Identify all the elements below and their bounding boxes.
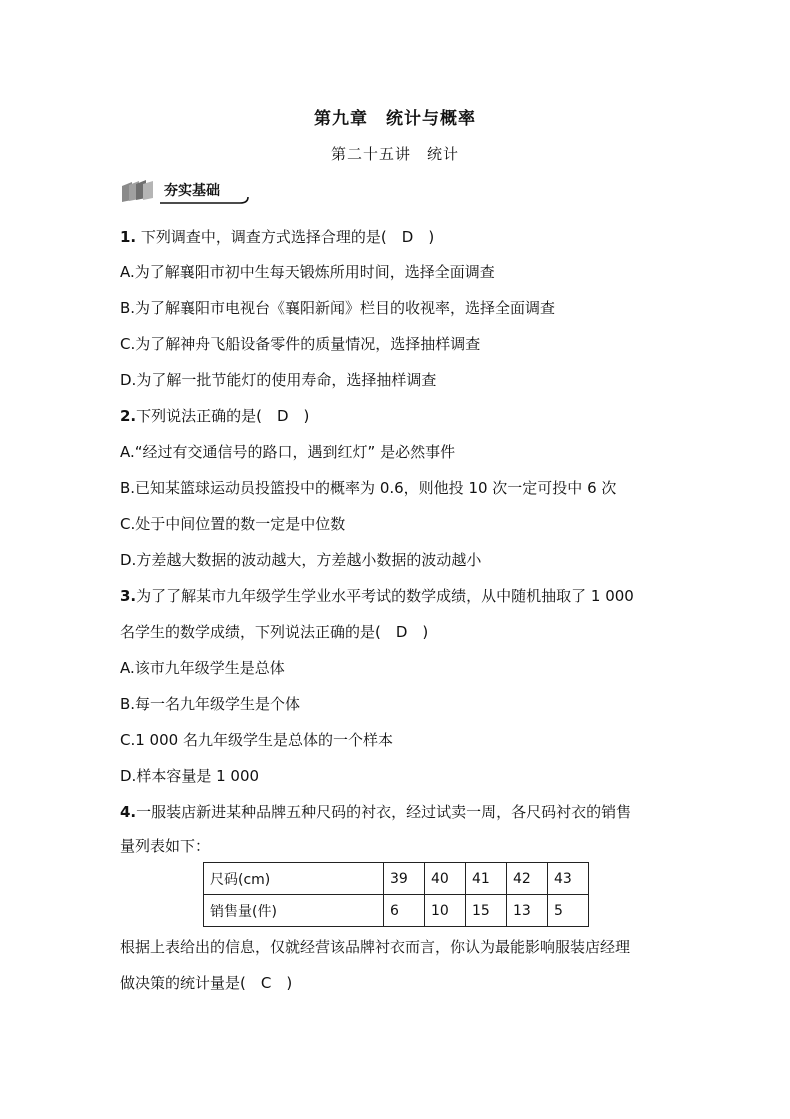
- question-1-number: 1.: [120, 228, 137, 246]
- table-cell: 10: [425, 895, 466, 927]
- table-cell: 43: [548, 863, 589, 895]
- question-2-stem: [120, 405, 309, 426]
- question-3-option-c: C.1 000 名九年级学生是总体的一个样本: [120, 731, 393, 749]
- question-3-option-a: A.该市九年级学生是总体: [120, 659, 285, 677]
- section-header: [120, 176, 260, 206]
- section-underline: [160, 192, 252, 206]
- table-row: [204, 895, 589, 927]
- question-4-after-line-2: 做决策的统计量是( C ): [120, 974, 293, 992]
- table-header-sales: 销售量(件): [204, 895, 384, 927]
- table-cell: 42: [507, 863, 548, 895]
- table-cell: 13: [507, 895, 548, 927]
- table-cell: 5: [548, 895, 589, 927]
- question-4-after-line-1: 根据上表给出的信息，仅就经营该品牌衬衣而言，你认为最能影响服装店经理: [120, 938, 631, 956]
- table-row: [204, 863, 589, 895]
- table-cell: 15: [466, 895, 507, 927]
- question-4-stem-line-2: 量列表如下：: [120, 837, 211, 855]
- question-2-option-b: B.已知某篮球运动员投篮投中的概率为 0.6，则他投 10 次一定可投中 6 次: [120, 479, 617, 497]
- question-2-option-d: D.方差越大数据的波动越大，方差越小数据的波动越小: [120, 551, 482, 569]
- question-4-number: 4.: [120, 803, 137, 821]
- question-3-number: 3.: [120, 587, 137, 605]
- lecture-title: 第二十五讲 统计: [330, 145, 459, 163]
- question-1-option-d: D.为了解一批节能灯的使用寿命，选择抽样调查: [120, 371, 437, 389]
- question-2-option-a: A.“经过有交通信号的路口，遇到红灯” 是必然事件: [120, 443, 456, 461]
- section-label: 夯实基础: [164, 183, 220, 199]
- question-1-option-c: C.为了解神舟飞船设备零件的质量情况，选择抽样调查: [120, 335, 481, 353]
- question-3-option-b: B.每一名九年级学生是个体: [120, 695, 301, 713]
- sales-table: [203, 862, 589, 927]
- table-cell: 40: [425, 863, 466, 895]
- question-1-option-a: A.为了解襄阳市初中生每天锻炼所用时间，选择全面调查: [120, 263, 495, 281]
- question-4-text-1: 一服装店新进某种品牌五种尺码的衬衣，经过试卖一周，各尺码衬衣的销售: [136, 803, 632, 821]
- chapter-title: 第九章 统计与概率: [314, 109, 476, 129]
- question-3-text-1: 为了了解某市九年级学生学业水平考试的数学成绩，从中随机抽取了 1 000: [136, 587, 634, 605]
- table-cell: 41: [466, 863, 507, 895]
- question-4-stem-line-1: [120, 801, 631, 822]
- table-cell: 39: [384, 863, 425, 895]
- question-2-option-c: C.处于中间位置的数一定是中位数: [120, 515, 346, 533]
- table-cell: 6: [384, 895, 425, 927]
- question-2-number: 2.: [120, 407, 137, 425]
- question-1-option-b: B.为了解襄阳市电视台《襄阳新闻》栏目的收视率，选择全面调查: [120, 299, 556, 317]
- table-header-size: 尺码(cm): [204, 863, 384, 895]
- question-2-text: 下列说法正确的是( D ): [136, 407, 310, 425]
- question-3-stem-line-1: [120, 585, 634, 606]
- books-icon: [120, 180, 156, 202]
- question-3-stem-line-2: 名学生的数学成绩，下列说法正确的是( D ): [120, 623, 429, 641]
- question-1-stem: [120, 226, 434, 247]
- question-3-option-d: D.样本容量是 1 000: [120, 767, 260, 785]
- question-1-text: 下列调查中，调查方式选择合理的是( D ): [140, 228, 435, 246]
